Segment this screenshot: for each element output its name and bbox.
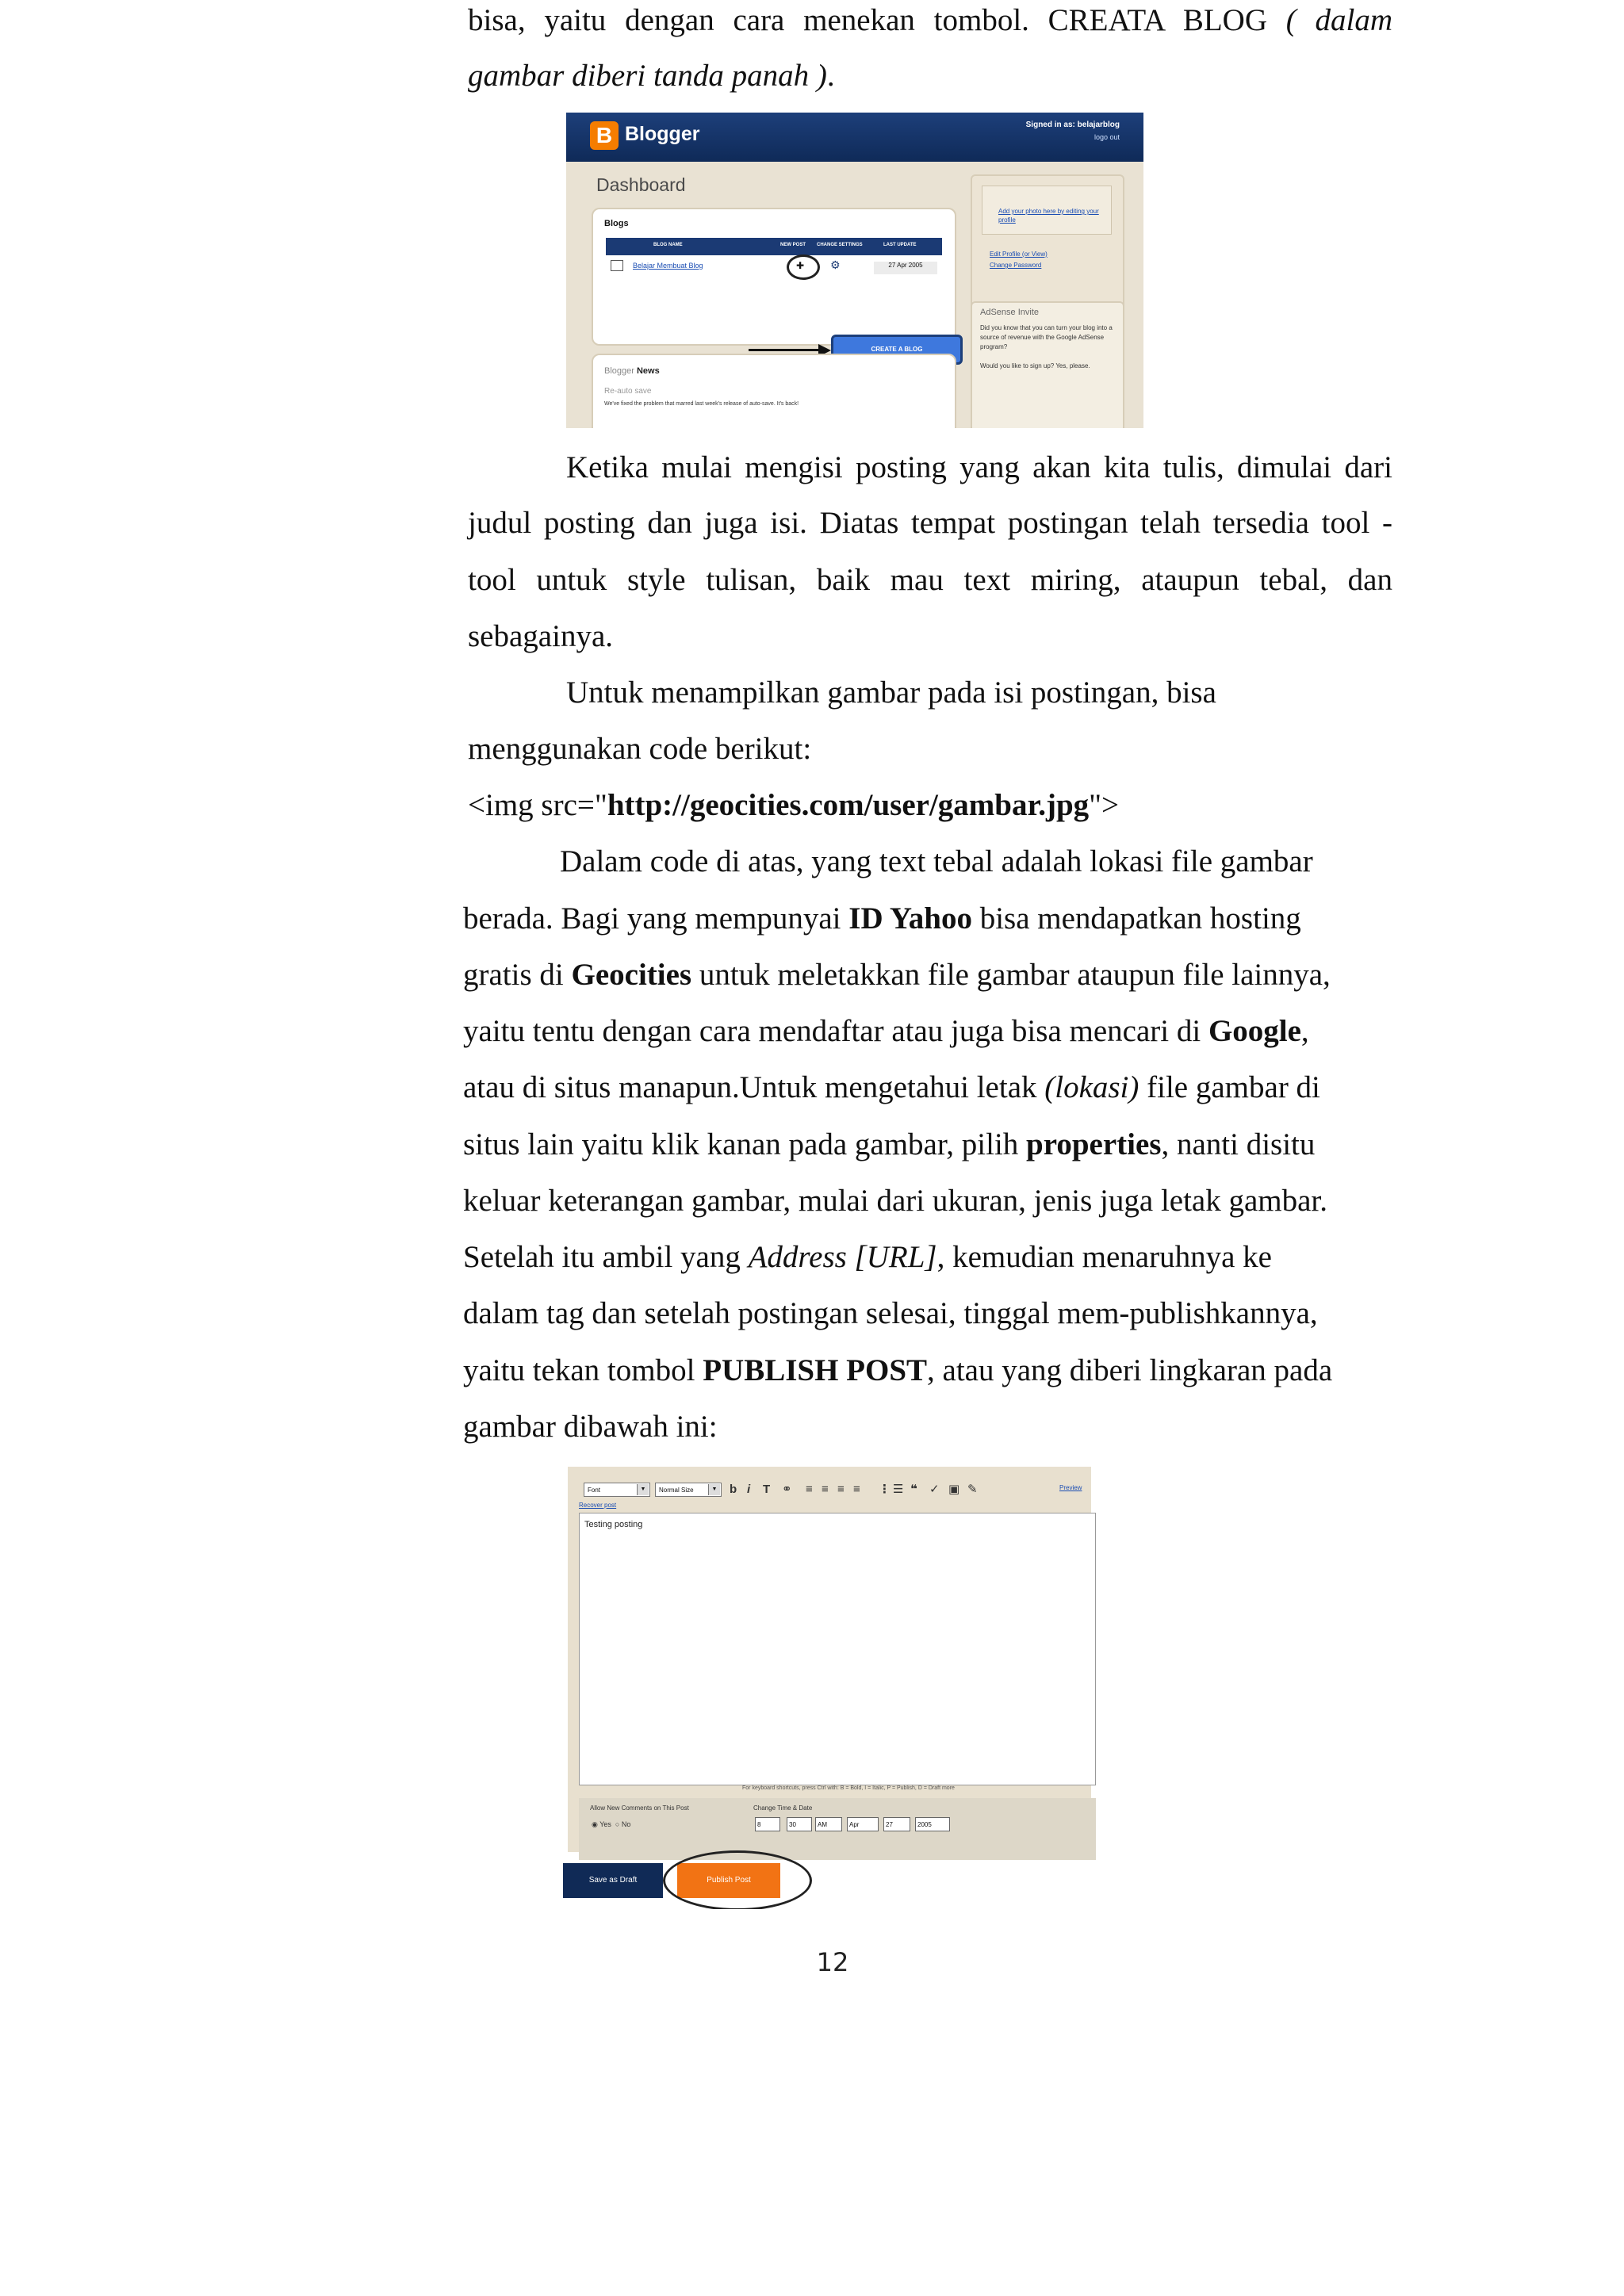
text: yaitu tentu dengan cara mendaftar atau juga bisa mencari di xyxy=(463,1014,1208,1048)
blogger-logo-icon: B xyxy=(590,121,619,150)
text: file gambar di xyxy=(1139,1070,1320,1104)
para3-line-1: Dalam code di atas, yang text tebal adalah lokasi file gambar xyxy=(560,844,1313,878)
para1-line-1: Ketika mulai mengisi posting yang akan kita tulis, dimulai dari xyxy=(566,450,1392,484)
col-last-update: LAST UPDATE xyxy=(883,243,917,247)
day-select[interactable]: 27 xyxy=(883,1817,910,1831)
blogger-logo-text: Blogger xyxy=(625,123,700,145)
bold-properties: properties xyxy=(1026,1127,1162,1161)
intro-tail: . xyxy=(826,59,835,93)
align-left-icon[interactable]: ≡ xyxy=(806,1483,813,1496)
minute-select[interactable]: 30 xyxy=(787,1817,812,1831)
adsense-text xyxy=(980,323,1115,371)
blogs-heading: Blogs xyxy=(604,219,629,228)
adsense-signup-link[interactable]: Would you like to sign up? Yes, please. xyxy=(980,362,1090,369)
bold-google: Google xyxy=(1208,1014,1301,1048)
news-title: News xyxy=(636,366,660,376)
text: , atau yang diberi lingkaran pada xyxy=(927,1353,1333,1387)
blogs-panel xyxy=(592,208,956,353)
code-suffix: "> xyxy=(1089,788,1120,822)
italic-icon[interactable]: i xyxy=(747,1483,751,1496)
intro-italic: ( dalam xyxy=(1285,3,1392,37)
text: gratis di xyxy=(463,958,572,992)
text: untuk meletakkan file gambar ataupun file lainnya, xyxy=(691,958,1331,992)
bold-id-yahoo: ID Yahoo xyxy=(848,901,972,936)
numbered-list-icon[interactable]: ⋮ xyxy=(879,1483,891,1496)
text-color-icon[interactable]: T xyxy=(763,1483,771,1496)
text: yaitu tekan tombol xyxy=(463,1353,703,1387)
radio-yes[interactable]: Yes xyxy=(599,1820,611,1828)
spell-check-icon[interactable]: ✓ xyxy=(929,1483,940,1496)
font-select-value: Font xyxy=(588,1487,601,1494)
edit-profile-link[interactable]: Edit Profile (or View) xyxy=(990,251,1048,258)
hour-select[interactable]: 8 xyxy=(755,1817,780,1831)
text: situs lain yaitu klik kanan pada gambar, pilih xyxy=(463,1127,1027,1161)
font-select[interactable] xyxy=(584,1483,650,1497)
create-blog-button[interactable]: CREATE A BLOG xyxy=(831,335,963,365)
text: bisa mendapatkan hosting xyxy=(971,901,1301,936)
image-icon[interactable]: ▣ xyxy=(948,1483,960,1496)
chevron-down-icon: ▼ xyxy=(637,1484,649,1495)
para3-line-9: dalam tag dan setelah postingan selesai, tinggal mem-publishkannya, xyxy=(463,1296,1318,1330)
remove-format-icon[interactable]: ✎ xyxy=(967,1483,978,1496)
size-select[interactable] xyxy=(655,1483,722,1497)
editor-frame xyxy=(568,1467,1091,1852)
post-options xyxy=(579,1798,1096,1860)
bold-geocities: Geocities xyxy=(571,958,692,992)
intro-line-1 xyxy=(468,2,1392,40)
para3-line-8 xyxy=(463,1238,1272,1276)
publish-post-button[interactable]: Publish Post xyxy=(677,1863,780,1898)
para3-line-6 xyxy=(463,1126,1315,1164)
post-body-text: Testing posting xyxy=(584,1520,643,1529)
para3-line-2 xyxy=(463,900,1301,938)
col-blog-name: BLOG NAME xyxy=(653,243,683,247)
blogs-table-header xyxy=(606,238,942,255)
new-post-icon[interactable]: ✚ xyxy=(796,260,805,271)
adsense-body: Did you know that you can turn your blog into a source of revenue with the Google AdSense program? xyxy=(980,324,1113,350)
bullet-list-icon[interactable]: ☰ xyxy=(893,1483,904,1496)
para3-line-4 xyxy=(463,1012,1309,1050)
page-number: 12 xyxy=(816,1947,849,1977)
year-select[interactable]: 2005 xyxy=(915,1817,950,1831)
para3-line-7: keluar keterangan gambar, mulai dari ukuran, jenis juga letak gambar. xyxy=(463,1184,1328,1218)
para2-line-1: Untuk menampilkan gambar pada isi postingan, bisa xyxy=(566,675,1216,710)
align-right-icon[interactable]: ≡ xyxy=(837,1483,845,1496)
post-body-textarea[interactable] xyxy=(579,1513,1096,1785)
adsense-panel xyxy=(971,301,1124,428)
keyboard-shortcuts-hint: For keyboard shortcuts, press Ctrl with: B = Bold, I = Italic, P = Publish, D = Draft more xyxy=(742,1785,955,1791)
recover-post-link[interactable]: Recover post xyxy=(579,1502,617,1509)
intro-line-2 xyxy=(468,57,835,95)
size-select-value: Normal Size xyxy=(659,1487,694,1494)
text: , nanti disitu xyxy=(1161,1127,1316,1161)
italic-lokasi: (lokasi) xyxy=(1044,1070,1139,1104)
text: Setelah itu ambil yang xyxy=(463,1240,749,1274)
news-text: We've fixed the problem that marred last week's release of auto-save. It's back! xyxy=(604,401,799,407)
logout-link[interactable]: logo out xyxy=(1094,133,1120,141)
last-update-value: 27 Apr 2005 xyxy=(874,262,937,274)
text: berada. Bagi yang mempunyai xyxy=(463,901,849,936)
news-prefix: Blogger xyxy=(604,366,634,376)
code-url: http://geocities.com/user/gambar.jpg xyxy=(607,788,1090,822)
news-subtitle: Re-auto save xyxy=(604,387,652,396)
align-center-icon[interactable]: ≡ xyxy=(822,1483,829,1496)
edit-icon[interactable] xyxy=(611,260,623,271)
col-change-settings: CHANGE SETTINGS xyxy=(817,243,863,247)
italic-address-url: Address [URL] xyxy=(748,1240,937,1274)
ampm-select[interactable]: AM xyxy=(815,1817,842,1831)
text: , kemudian menaruhnya ke xyxy=(936,1240,1272,1274)
chevron-down-icon: ▼ xyxy=(708,1484,720,1495)
para1-line-3: tool untuk style tulisan, baik mau text miring, ataupun tebal, dan xyxy=(468,563,1392,597)
intro-text: bisa, yaitu dengan cara menekan tombol. CREATA BLOG xyxy=(468,3,1286,37)
add-photo-link[interactable]: Add your photo here by editing your profile xyxy=(998,208,1099,224)
text: atau di situs manapun.Untuk mengetahui letak xyxy=(463,1070,1045,1104)
settings-gear-icon[interactable]: ⚙ xyxy=(830,258,841,271)
intro-italic-2: gambar diberi tanda panah ) xyxy=(468,59,827,93)
radio-no[interactable]: No xyxy=(621,1820,631,1828)
col-new-post: NEW POST xyxy=(780,243,806,247)
arrow-line xyxy=(749,349,820,351)
publish-highlight-circle xyxy=(663,1850,812,1909)
bold-icon[interactable]: b xyxy=(730,1483,737,1496)
code-line xyxy=(468,786,1119,825)
adsense-heading: AdSense Invite xyxy=(980,308,1039,317)
news-heading xyxy=(604,366,660,376)
blog-name-link[interactable]: Belajar Membuat Blog xyxy=(633,262,703,270)
text: , xyxy=(1300,1014,1309,1048)
blogger-news-panel xyxy=(592,354,956,428)
save-as-draft-button[interactable]: Save as Draft xyxy=(563,1863,663,1898)
blogger-header xyxy=(566,113,1143,162)
month-select[interactable]: Apr xyxy=(847,1817,879,1831)
change-time-label: Change Time & Date xyxy=(753,1804,813,1812)
para3-line-10 xyxy=(463,1352,1332,1390)
para1-line-4: sebagainya. xyxy=(468,619,614,653)
justify-icon[interactable]: ≡ xyxy=(853,1483,860,1496)
para3-line-5 xyxy=(463,1069,1320,1107)
comments-radio-group[interactable]: ◉ Yes ○ No xyxy=(592,1820,631,1828)
code-prefix: <img src=" xyxy=(468,788,607,822)
post-editor-screenshot xyxy=(560,1459,1105,1909)
photo-box xyxy=(982,186,1112,235)
preview-link[interactable]: Preview xyxy=(1059,1484,1082,1491)
dashboard-title: Dashboard xyxy=(596,174,686,195)
link-icon[interactable]: ⚭ xyxy=(782,1483,792,1496)
para3-line-3 xyxy=(463,956,1331,994)
para2-line-2: menggunakan code berikut: xyxy=(468,732,812,766)
change-password-link[interactable]: Change Password xyxy=(990,262,1042,269)
table-row xyxy=(606,255,942,276)
signed-in-label: Signed in as: belajarblog xyxy=(1025,121,1120,129)
bold-publish-post: PUBLISH POST xyxy=(703,1353,928,1387)
allow-comments-label: Allow New Comments on This Post xyxy=(590,1804,689,1812)
blogger-dashboard-screenshot xyxy=(566,113,1143,428)
quote-icon[interactable]: ❝ xyxy=(910,1483,917,1496)
para1-line-2: judul posting dan juga isi. Diatas tempat postingan telah tersedia tool - xyxy=(468,506,1392,540)
para3-line-11: gambar dibawah ini: xyxy=(463,1410,718,1444)
